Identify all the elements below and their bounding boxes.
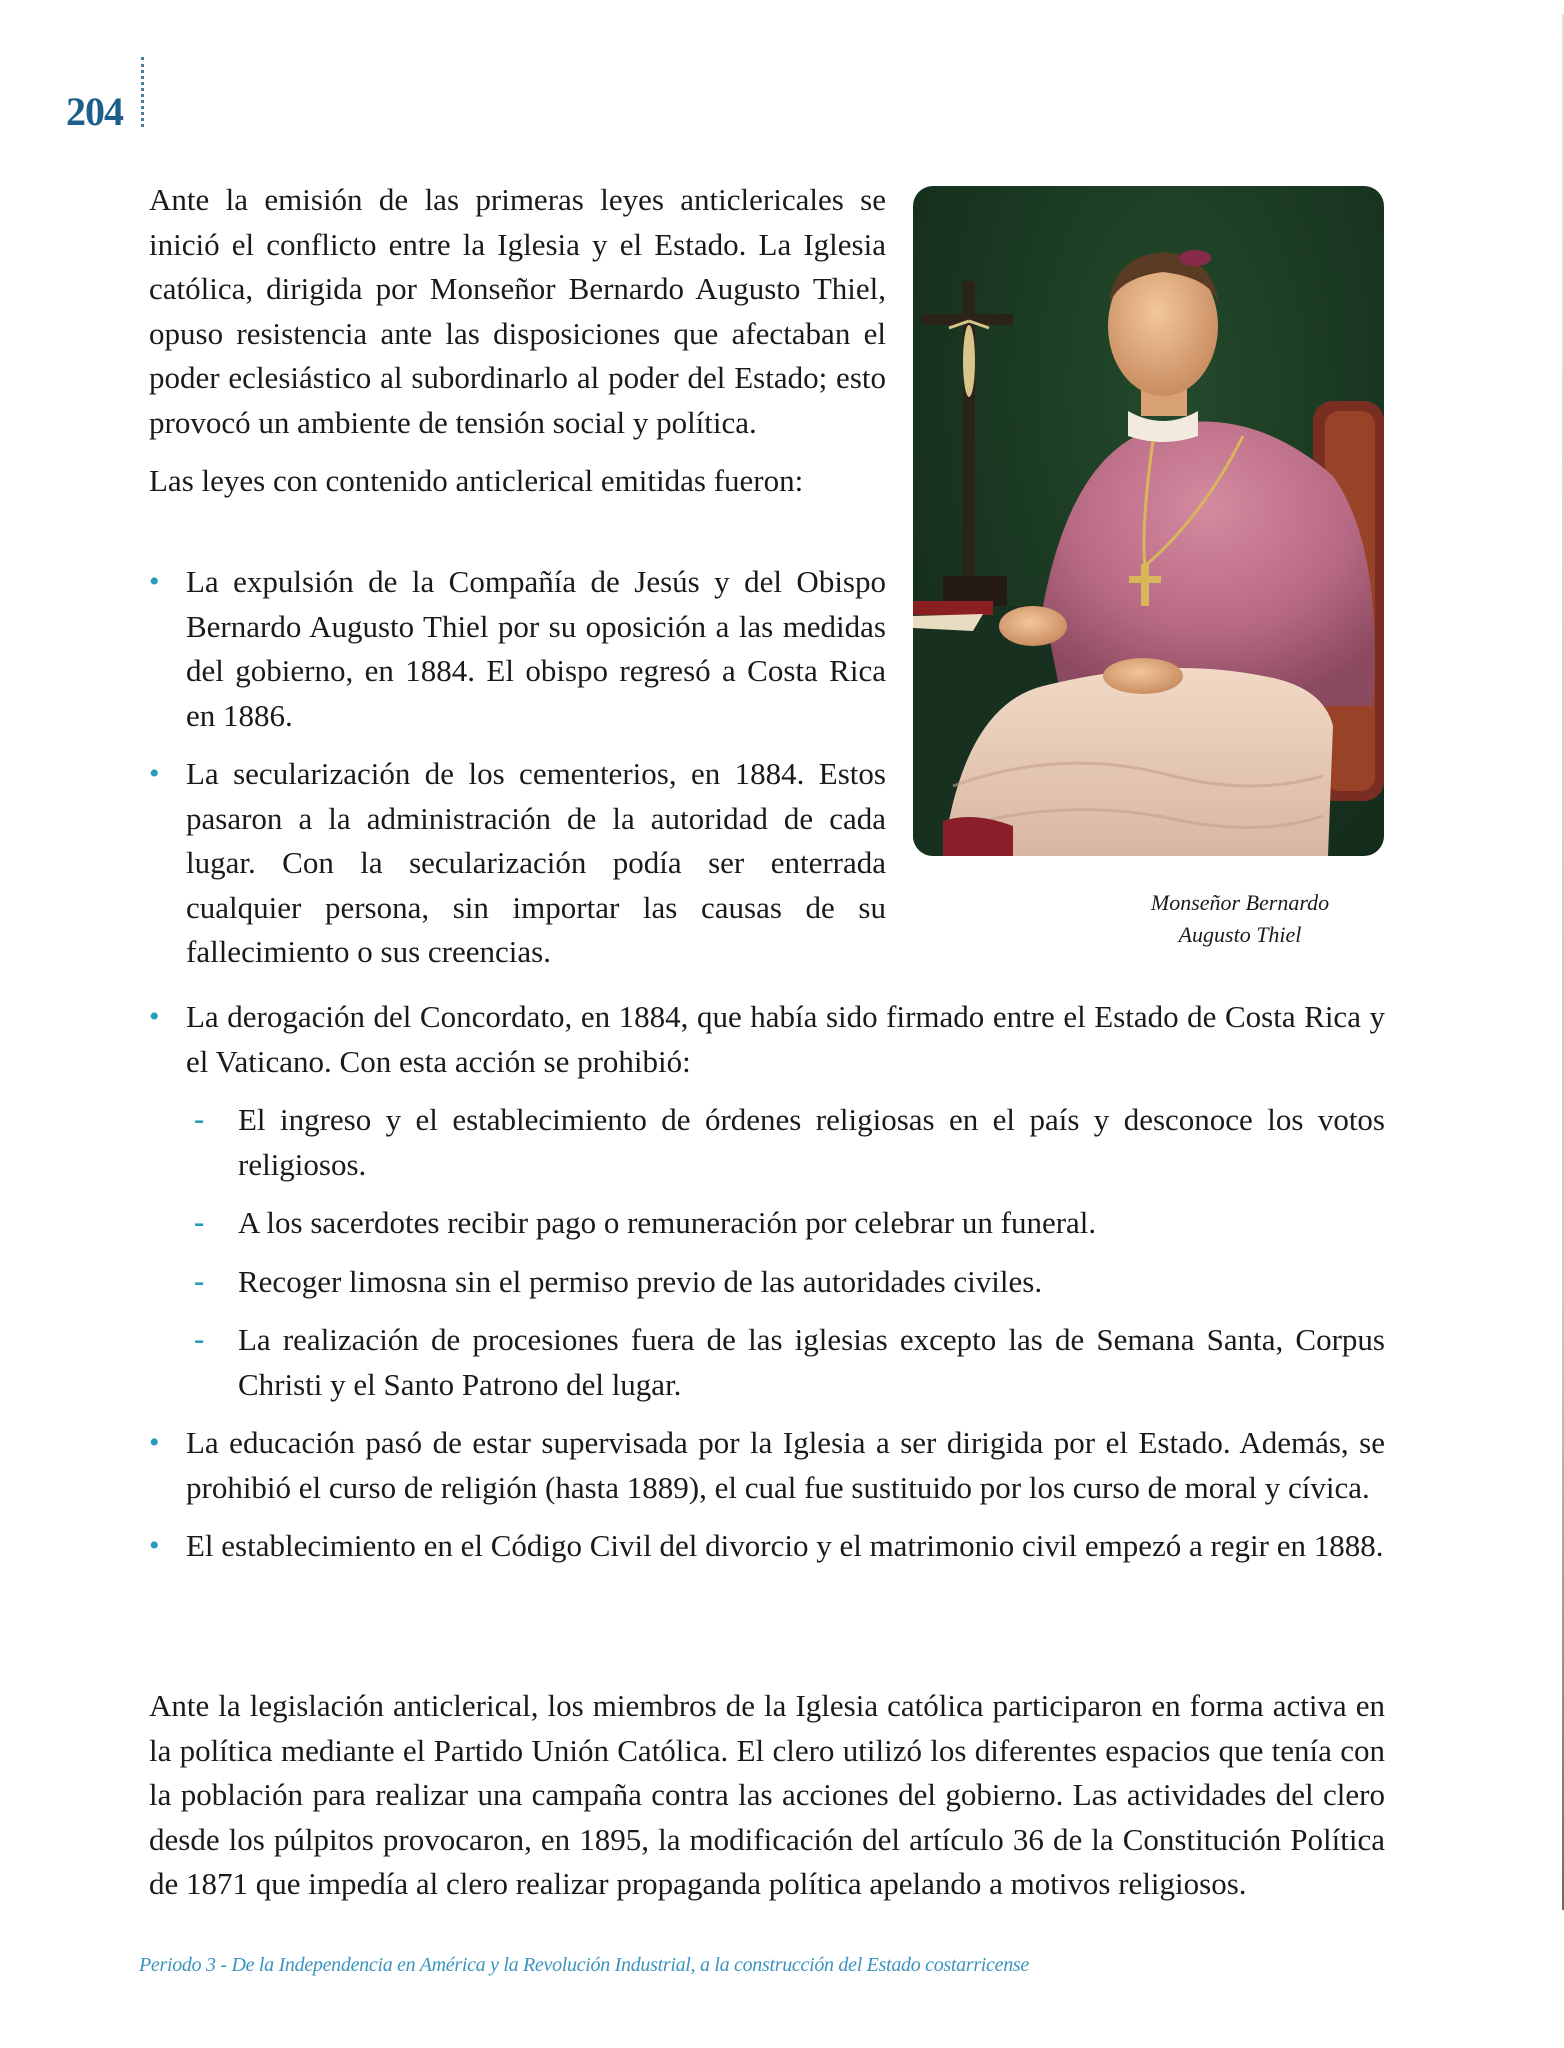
dash-bullet-icon: - bbox=[194, 1262, 205, 1298]
sublist-item bbox=[186, 1318, 1385, 1407]
dash-bullet-icon: - bbox=[194, 1204, 205, 1239]
list-item bbox=[149, 1524, 1385, 1569]
prohibitions-sublist bbox=[186, 1098, 1385, 1407]
sublist-item-text: La realización de procesiones fuera de las iglesias excepto las de Semana Santa, Corpus Christi y el Santo Patrono del lugar. bbox=[238, 1322, 1385, 1402]
sublist-item bbox=[186, 1098, 1385, 1187]
list-lead-in: Las leyes con contenido anticlerical emitidas fueron: bbox=[149, 463, 804, 498]
sublist-item bbox=[186, 1201, 1385, 1246]
list-item-text: El establecimiento en el Código Civil del divorcio y el matrimonio civil empezó a regir en 1888. bbox=[186, 1528, 1384, 1563]
intro-paragraph: Ante la emisión de las primeras leyes anticlericales se inició el conflicto entre la Iglesia y el Estado. La Iglesia católica, dirigida por Monseñor Bernardo Augusto Thiel, opuso resistencia ante las disposiciones que afectaban el poder eclesiástico al subordinarlo al poder del Estado; esto provocó un ambiente de tensión social y política. bbox=[149, 182, 886, 440]
list-item-text: La educación pasó de estar supervisada por la Iglesia a ser dirigida por el Estado. Además, se prohibió el curso de religión (hasta 1889), el cual fue sustituido por los curso de moral y cívica. bbox=[186, 1425, 1385, 1505]
list-item bbox=[149, 995, 1385, 1407]
header-dotted-divider bbox=[141, 57, 144, 127]
portrait-illustration bbox=[913, 186, 1384, 856]
sublist-item-text: El ingreso y el establecimiento de órdenes religiosas en el país y desconoce los votos religiosos. bbox=[238, 1102, 1385, 1182]
bullet-icon: • bbox=[149, 565, 160, 598]
running-footer: Periodo 3 - De la Independencia en América y la Revolución Industrial, a la construcción del Estado costarricense bbox=[139, 1954, 1029, 1976]
laws-list-wide bbox=[149, 995, 1385, 1583]
sublist-item-text: Recoger limosna sin el permiso previo de las autoridades civiles. bbox=[238, 1263, 1043, 1299]
list-item bbox=[149, 560, 886, 738]
caption-line: Augusto Thiel bbox=[1178, 922, 1302, 947]
bullet-icon: • bbox=[149, 1529, 160, 1562]
list-item bbox=[149, 1421, 1385, 1510]
list-item-text: La derogación del Concordato, en 1884, que había sido firmado entre el Estado de Costa Rica y el Vaticano. Con esta acción se prohibió: bbox=[186, 999, 1385, 1079]
sublist-item-text: A los sacerdotes recibir pago o remuneración por celebrar un funeral. bbox=[238, 1205, 1097, 1240]
bullet-icon: • bbox=[149, 1000, 160, 1033]
list-item-text: La expulsión de la Compañía de Jesús y del Obispo Bernardo Augusto Thiel por su oposición a las medidas del gobierno, en 1884. El obispo regresó a Costa Rica en 1886. bbox=[186, 564, 886, 733]
dash-bullet-icon: - bbox=[194, 1101, 205, 1136]
closing-paragraph: Ante la legislación anticlerical, los miembros de la Iglesia católica participaron en forma activa en la política mediante el Partido Unión Católica. El clero utilizó los diferentes espacios que tenía con la población para realizar una campaña contra las acciones del gobierno. Las actividades del clero desde los púlpitos provocaron, en 1895, la modificación del artículo 36 de la Constitución Política de 1871 que impedía al clero realizar propaganda política apelando a motivos religiosos. bbox=[149, 1688, 1385, 1901]
list-item bbox=[149, 752, 886, 975]
page-number: 204 bbox=[66, 89, 123, 134]
sublist-item bbox=[186, 1260, 1385, 1305]
figure-caption bbox=[1080, 887, 1400, 951]
bullet-icon: • bbox=[149, 1426, 160, 1459]
laws-list-narrow bbox=[149, 560, 886, 989]
bullet-icon: • bbox=[149, 757, 160, 790]
intro-section bbox=[149, 178, 886, 518]
portrait-image bbox=[913, 186, 1384, 856]
list-item-text: La secularización de los cementerios, en 1884. Estos pasaron a la administración de la autoridad de cada lugar. Con la secularización podía ser enterrada cualquier persona, sin importar las causas de su fallecimiento o sus creencias. bbox=[186, 756, 886, 969]
dash-bullet-icon: - bbox=[194, 1321, 205, 1356]
caption-line: Monseñor Bernardo bbox=[1150, 890, 1330, 915]
